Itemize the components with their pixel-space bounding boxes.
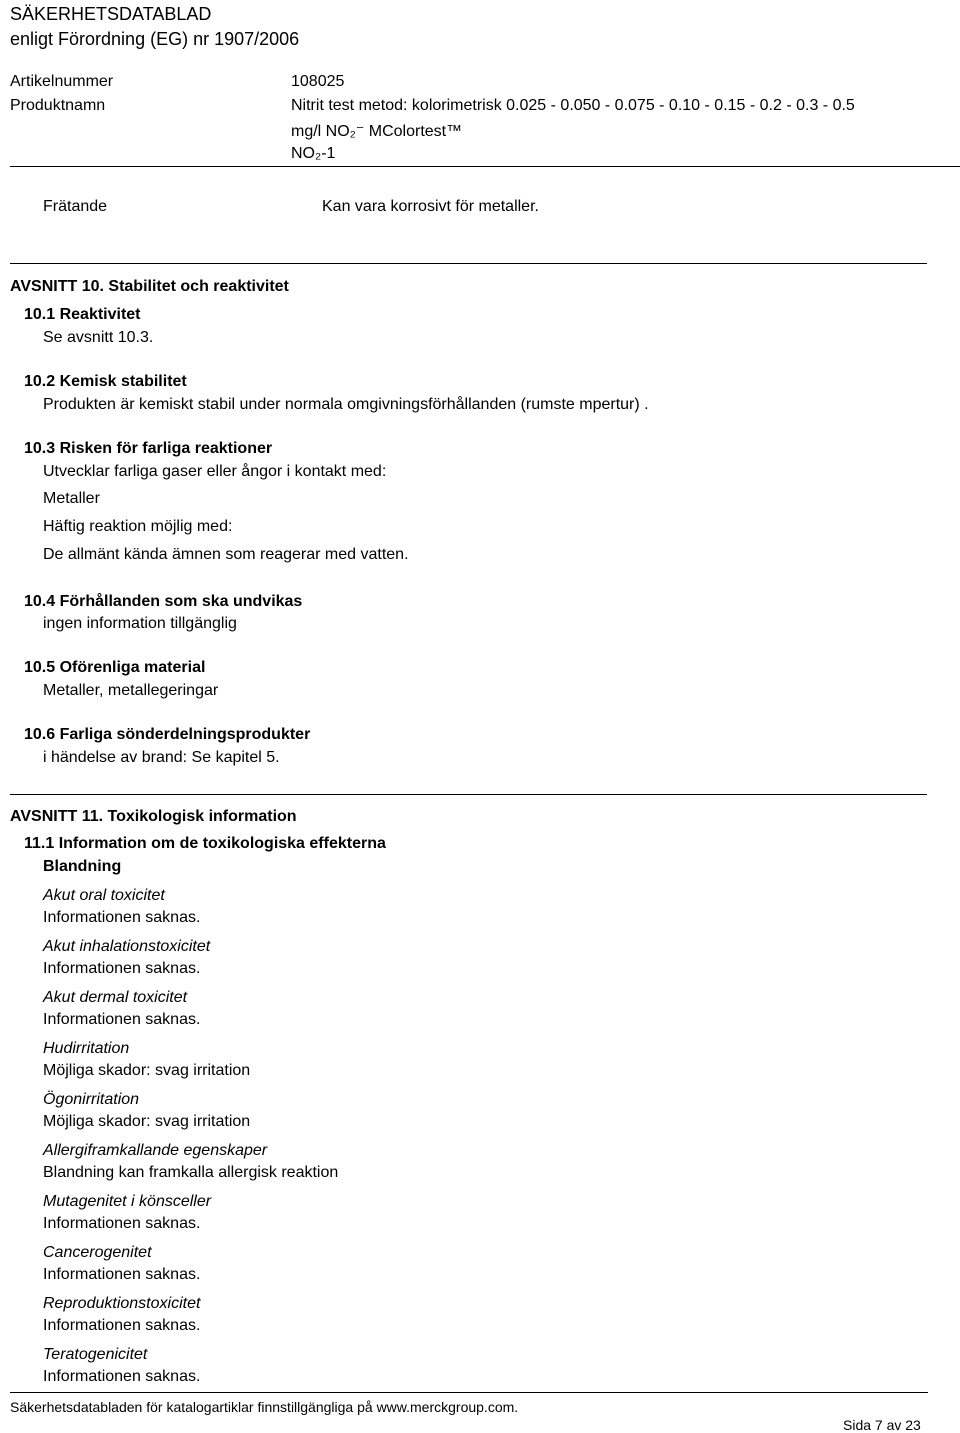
section10-3-text4: De allmänt kända ämnen som reagerar med vatten. — [43, 546, 409, 563]
mixture-heading: Blandning — [43, 858, 122, 875]
section10-1-title: 10.1 Reaktivitet — [24, 306, 141, 323]
section11-divider — [10, 794, 927, 795]
document-title: SÄKERHETSDATABLAD — [10, 4, 212, 24]
tox-label: Reproduktionstoxicitet — [43, 1295, 201, 1312]
section10-3-text2: Metaller — [43, 490, 100, 507]
tox-label: Teratogenicitet — [43, 1346, 148, 1363]
tox-value: Möjliga skador: svag irritation — [43, 1062, 251, 1079]
footer-note: Säkerhetsdatabladen för katalogartiklar finnstillgängliga på www.merckgroup.com. — [10, 1399, 519, 1415]
section10-6-title: 10.6 Farliga sönderdelningsprodukter — [24, 726, 311, 743]
article-number-label: Artikelnummer — [10, 73, 114, 90]
tox-value: Informationen saknas. — [43, 909, 201, 926]
page-number: Sida 7 av 23 — [843, 1417, 921, 1433]
tox-value: Informationen saknas. — [43, 1317, 201, 1334]
footer-divider — [10, 1392, 928, 1393]
product-name-line3: NO₂-1 — [291, 145, 336, 162]
section10-divider — [10, 263, 927, 264]
section10-2-title: 10.2 Kemisk stabilitet — [24, 373, 187, 390]
hazard-label: Frätande — [43, 198, 108, 215]
section10-1-text: Se avsnitt 10.3. — [43, 329, 154, 346]
tox-label: Akut dermal toxicitet — [43, 989, 188, 1006]
section10-2-text: Produkten är kemiskt stabil under normala omgivningsförhållanden (rumste mpertur) . — [43, 396, 649, 413]
section10-5-title: 10.5 Oförenliga material — [24, 659, 206, 676]
tox-value: Informationen saknas. — [43, 1011, 201, 1028]
section10-3-title: 10.3 Risken för farliga reaktioner — [24, 440, 273, 457]
article-number-value: 108025 — [291, 73, 345, 90]
section10-3-text1: Utvecklar farliga gaser eller ångor i kontakt med: — [43, 463, 387, 480]
product-name-line2: mg/l NO₂⁻ MColortest™ — [291, 123, 463, 140]
tox-value: Informationen saknas. — [43, 960, 201, 977]
tox-label: Akut oral toxicitet — [43, 887, 165, 904]
section10-4-text: ingen information tillgänglig — [43, 615, 237, 632]
tox-label: Mutagenitet i könsceller — [43, 1193, 212, 1210]
section10-3-text3: Häftig reaktion möjlig med: — [43, 518, 233, 535]
section10-5-text: Metaller, metallegeringar — [43, 682, 219, 699]
header-divider — [10, 166, 960, 167]
tox-label: Akut inhalationstoxicitet — [43, 938, 211, 955]
section10-6-text: i händelse av brand: Se kapitel 5. — [43, 749, 280, 766]
tox-value: Blandning kan framkalla allergisk reaktion — [43, 1164, 339, 1181]
tox-value: Informationen saknas. — [43, 1215, 201, 1232]
tox-value: Möjliga skador: svag irritation — [43, 1113, 251, 1130]
tox-label: Ögonirritation — [43, 1091, 140, 1108]
tox-value: Informationen saknas. — [43, 1368, 201, 1385]
section10-4-title: 10.4 Förhållanden som ska undvikas — [24, 593, 303, 610]
section11-1-title: 11.1 Information om de toxikologiska effekterna — [24, 835, 386, 852]
tox-label: Hudirritation — [43, 1040, 130, 1057]
section10-title: AVSNITT 10. Stabilitet och reaktivitet — [10, 278, 289, 295]
product-name-line1: Nitrit test metod: kolorimetrisk 0.025 - 0.050 - 0.075 - 0.10 - 0.15 - 0.2 - 0.3 - 0.5 — [291, 97, 855, 114]
product-name-label: Produktnamn — [10, 97, 106, 114]
tox-label: Allergiframkallande egenskaper — [43, 1142, 268, 1159]
regulation-text: enligt Förordning (EG) nr 1907/2006 — [10, 29, 300, 49]
hazard-value: Kan vara korrosivt för metaller. — [322, 198, 539, 215]
tox-label: Cancerogenitet — [43, 1244, 152, 1261]
section11-title: AVSNITT 11. Toxikologisk information — [10, 808, 297, 825]
tox-value: Informationen saknas. — [43, 1266, 201, 1283]
